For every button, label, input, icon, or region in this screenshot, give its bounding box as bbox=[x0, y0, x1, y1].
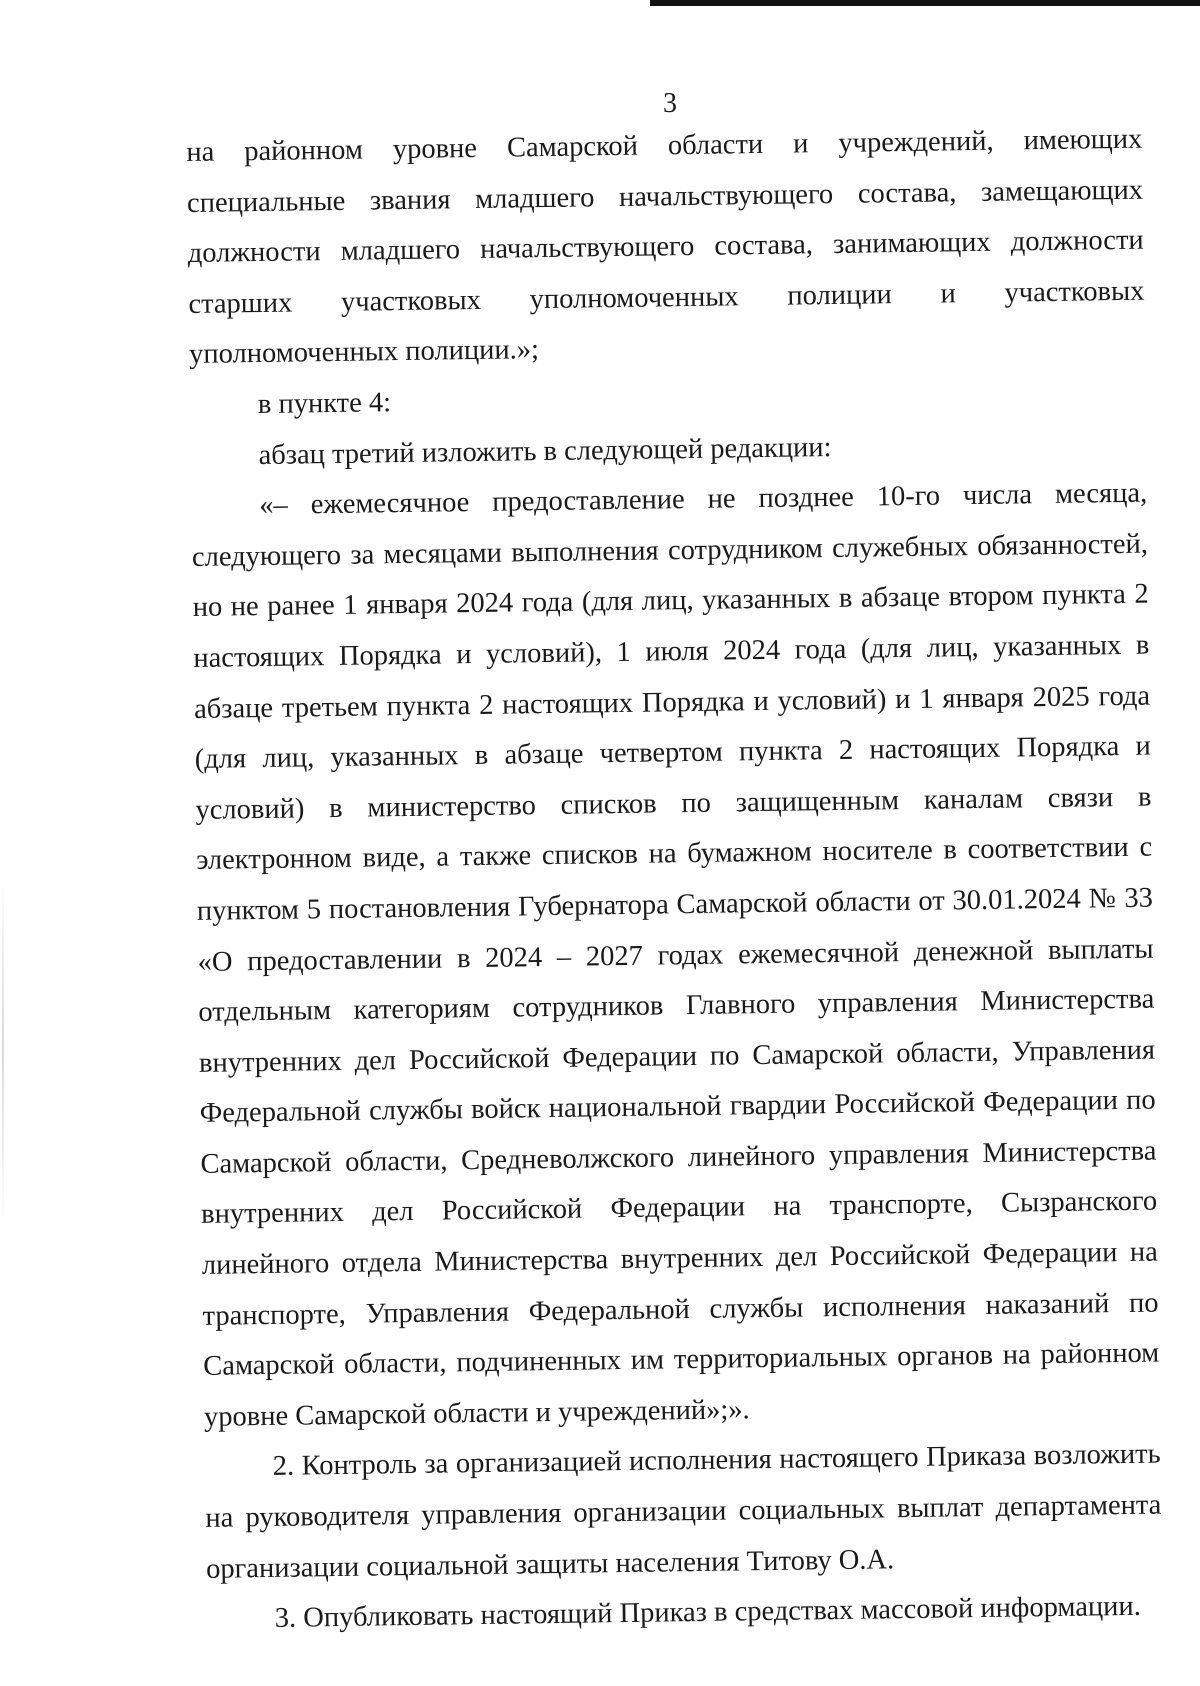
scan-top-edge bbox=[650, 0, 1200, 6]
paragraph-point-4: в пункте 4: bbox=[257, 387, 392, 420]
paragraph-item-2: 2. Контроль за организацией исполнения настоящего Приказа возложить на руководителя управления организации социальных выплат департамента организации социальной защиты населения Титову О.А. bbox=[205, 1438, 1162, 1585]
paragraph-continuation: на районном уровне Самарской области и учреждений, имеющих специальные звания младшего начальствующего состава, замещающих должности младшего начальствующего состава, занимающих должности старших участковых уполномоченных полиции и участковых уполномоченных полиции.»; bbox=[186, 123, 1145, 371]
paragraph-item-3: 3. Опубликовать настоящий Приказ в средствах массовой информации. bbox=[274, 1591, 1142, 1635]
document-body bbox=[186, 115, 1163, 1646]
paragraph-amendment-intro: абзац третий изложить в следующей редакции: bbox=[258, 431, 832, 471]
paragraph-amendment-text: «– ежемесячное предоставление не позднее 10-го числа месяца, следующего за месяцами выполнения сотрудником служебных обязанностей, но не ранее 1 января 2024 года (для лиц, указанных в абзаце втором пункта 2 настоящих Порядка и условий), 1 июля 2024 года (для лиц, указанных в абзаце третьем пункта 2 настоящих Порядка и условий) и 1 января 2025 года (для лиц, указанных в абзаце четвертом пункта 2 настоящих Порядка и условий) в министерство списков по защищенным каналам связи в электронном виде, а также списков на бумажном носителе в соответствии с пунктом 5 постановления Губернатора Самарской области от 30.01.2024 № 33 «О предоставлении в 2024 – 2027 годах ежемесячной денежной выплаты отдельным категориям сотрудников Главного управления Министерства внутренних дел Российской Федерации по Самарской области, Управления Федеральной службы войск национальной гвардии Российской Федерации по Самарской области, Средневолжского линейного управления Министерства внутренних дел Российской Федерации на транспорте, Сызранского линейного отдела Министерства внутренних дел Российской Федерации на транспорте, Управления Федеральной службы исполнения наказаний по Самарской области, подчиненных им территориальных органов на районном уровне Самарской области и учреждений»;». bbox=[191, 477, 1160, 1433]
scan-margin-mark bbox=[2, 880, 4, 1220]
page-number: 3 bbox=[663, 88, 677, 119]
